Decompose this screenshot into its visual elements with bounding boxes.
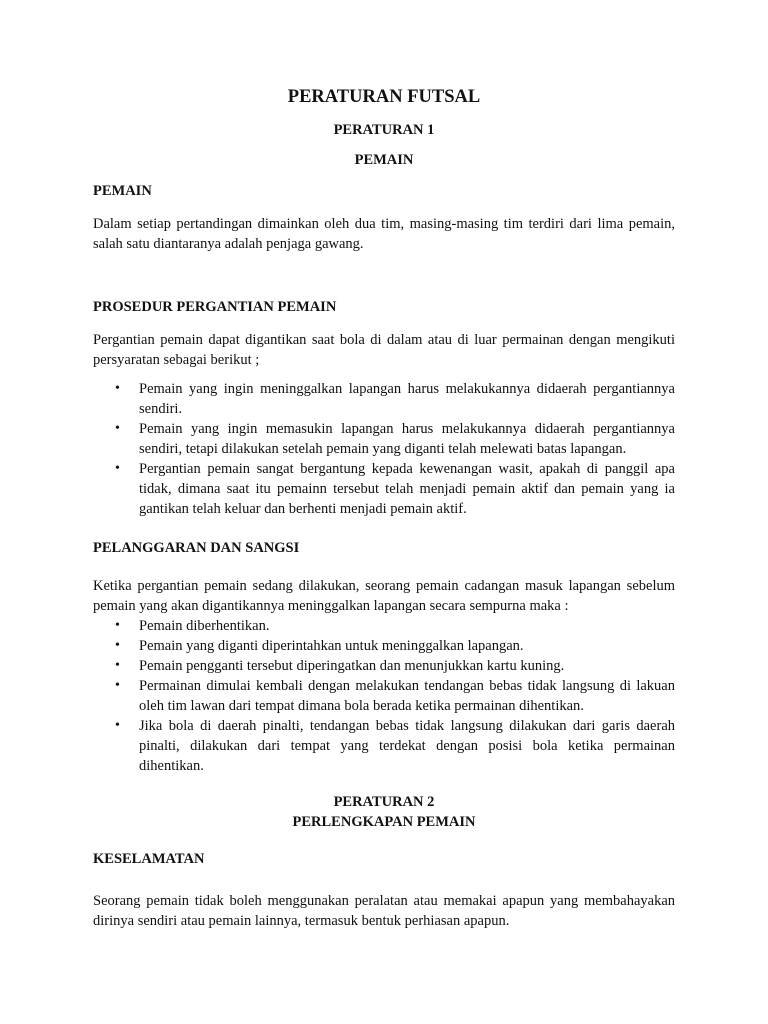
list-item: • Pemain yang diganti diperintahkan untuk meninggalkan lapangan. <box>93 636 675 656</box>
list-item: • Pemain diberhentikan. <box>93 616 675 636</box>
list-pelanggaran <box>93 616 675 776</box>
paragraph-pelanggaran: Ketika pergantian pemain sedang dilakukan, seorang pemain cadangan masuk lapangan sebelum pemain yang akan digantikannya meninggalkan lapangan secara sempurna maka : <box>93 578 675 614</box>
document-title: PERATURAN FUTSAL <box>287 87 481 107</box>
list-item: • Pemain pengganti tersebut diperingatkan dan menunjukkan kartu kuning. <box>93 656 675 676</box>
heading-keselamatan: KESELAMATAN <box>93 851 205 867</box>
rule-2-name: PERLENGKAPAN PEMAIN <box>292 814 476 830</box>
list-prosedur <box>93 379 675 519</box>
heading-prosedur: PROSEDUR PERGANTIAN PEMAIN <box>93 299 337 315</box>
heading-pemain: PEMAIN <box>93 183 152 199</box>
heading-pelanggaran: PELANGGARAN DAN SANGSI <box>93 540 300 556</box>
paragraph-keselamatan: Seorang pemain tidak boleh menggunakan peralatan atau memakai apapun yang membahayakan dirinya sendiri atau pemain lainnya, termasuk bentuk perhiasan apapun. <box>93 893 675 929</box>
list-item: • Pemain yang ingin meninggalkan lapangan harus melakukannya didaerah pergantiannya sendiri. <box>93 379 675 419</box>
list-item: • Permainan dimulai kembali dengan melakukan tendangan bebas tidak langsung di lakuan oleh tim lawan dari tempat dimana bola berada ketika permainan dihentikan. <box>93 676 675 716</box>
paragraph-prosedur: Pergantian pemain dapat digantikan saat bola di dalam atau di luar permainan dengan mengikuti persyaratan sebagai berikut ; <box>93 332 675 368</box>
rule-1-label: PERATURAN 1 <box>333 122 435 138</box>
list-item: • Jika bola di daerah pinalti, tendangan bebas tidak langsung dilakukan dari garis daerah pinalti, dilakukan dari tempat yang terdekat dengan posisi bola ketika permainan dihentikan. <box>93 716 675 776</box>
list-item: • Pemain yang ingin memasukin lapangan harus melakukannya didaerah pergantiannya sendiri, tetapi dilakukan setelah pemain yang diganti telah melewati batas lapangan. <box>93 419 675 459</box>
list-item: • Pergantian pemain sangat bergantung kepada kewenangan wasit, apakah di panggil apa tidak, dimana saat itu pemainn tersebut telah menjadi pemain aktif dan pemain yang ia gantikan telah keluar dan berhenti menjadi pemain aktif. <box>93 459 675 519</box>
paragraph-pemain: Dalam setiap pertandingan dimainkan oleh dua tim, masing-masing tim terdiri dari lima pemain, salah satu diantaranya adalah penjaga gawang. <box>93 216 675 252</box>
rule-1-name: PEMAIN <box>354 152 414 168</box>
rule-2-label: PERATURAN 2 <box>333 794 435 810</box>
